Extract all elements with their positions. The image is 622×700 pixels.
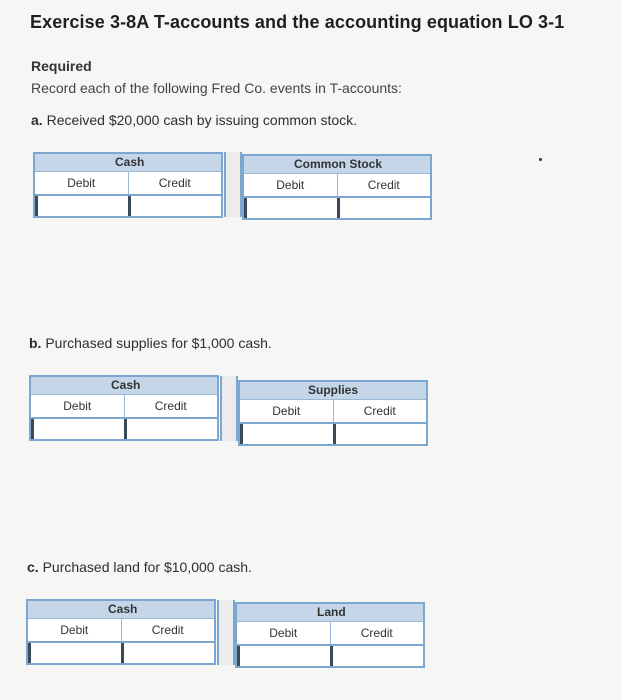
entry-row	[240, 424, 426, 444]
account-name: Cash	[108, 602, 138, 616]
entry-row	[31, 419, 217, 439]
account-title-bar	[244, 156, 430, 174]
credit-header: Credit	[158, 176, 191, 190]
debit-header: Debit	[31, 395, 125, 417]
t-account-common-stock-a	[242, 154, 432, 220]
account-divider	[220, 376, 238, 441]
column-header-row	[237, 622, 423, 646]
stray-dot	[539, 158, 542, 161]
credit-header: Credit	[154, 399, 187, 413]
debit-input[interactable]	[31, 419, 126, 439]
column-header-row	[240, 400, 426, 424]
credit-input[interactable]	[332, 646, 423, 666]
event-letter: b.	[29, 335, 42, 351]
credit-input[interactable]	[126, 419, 217, 439]
credit-input[interactable]	[335, 424, 426, 444]
account-name: Common Stock	[294, 157, 383, 171]
debit-input[interactable]	[244, 198, 339, 218]
event-text: Purchased supplies for $1,000 cash.	[45, 335, 272, 351]
debit-header: Debit	[244, 174, 338, 196]
t-account-cash-a	[33, 152, 223, 218]
event-letter: c.	[27, 559, 39, 575]
t-account-cash-b	[29, 375, 219, 441]
t-account-land-c	[235, 602, 425, 668]
account-name: Cash	[111, 378, 141, 392]
debit-input[interactable]	[28, 643, 123, 663]
credit-input[interactable]	[339, 198, 430, 218]
debit-input[interactable]	[35, 196, 130, 216]
account-title-bar	[35, 154, 221, 172]
t-account-cash-c	[26, 599, 216, 665]
required-heading: Required	[31, 58, 92, 74]
credit-input[interactable]	[130, 196, 221, 216]
account-divider	[217, 600, 235, 665]
credit-header: Credit	[367, 178, 400, 192]
entry-row	[28, 643, 214, 663]
debit-header: Debit	[237, 622, 331, 644]
credit-input[interactable]	[123, 643, 214, 663]
debit-input[interactable]	[237, 646, 332, 666]
event-letter: a.	[31, 112, 43, 128]
credit-header: Credit	[363, 404, 396, 418]
account-title-bar	[28, 601, 214, 619]
column-header-row	[31, 395, 217, 419]
entry-row	[35, 196, 221, 216]
entry-row	[244, 198, 430, 218]
account-title-bar	[240, 382, 426, 400]
account-name: Cash	[115, 155, 145, 169]
event-text: Purchased land for $10,000 cash.	[42, 559, 252, 575]
debit-header: Debit	[35, 172, 129, 194]
instructions-text: Record each of the following Fred Co. events in T-accounts:	[31, 80, 402, 96]
account-name: Land	[317, 605, 346, 619]
exercise-title: Exercise 3-8A T-accounts and the accounting equation LO 3-1	[30, 12, 565, 32]
entry-row	[237, 646, 423, 666]
account-divider	[224, 152, 242, 217]
account-title-bar	[31, 377, 217, 395]
column-header-row	[35, 172, 221, 196]
event-a	[31, 112, 357, 128]
debit-header: Debit	[240, 400, 334, 422]
credit-header: Credit	[151, 623, 184, 637]
column-header-row	[28, 619, 214, 643]
t-account-supplies-b	[238, 380, 428, 446]
credit-header: Credit	[360, 626, 393, 640]
account-name: Supplies	[308, 383, 359, 397]
event-text: Received $20,000 cash by issuing common stock.	[46, 112, 358, 128]
event-b	[29, 335, 272, 351]
debit-input[interactable]	[240, 424, 335, 444]
debit-header: Debit	[28, 619, 122, 641]
event-c	[27, 559, 252, 575]
account-title-bar	[237, 604, 423, 622]
column-header-row	[244, 174, 430, 198]
